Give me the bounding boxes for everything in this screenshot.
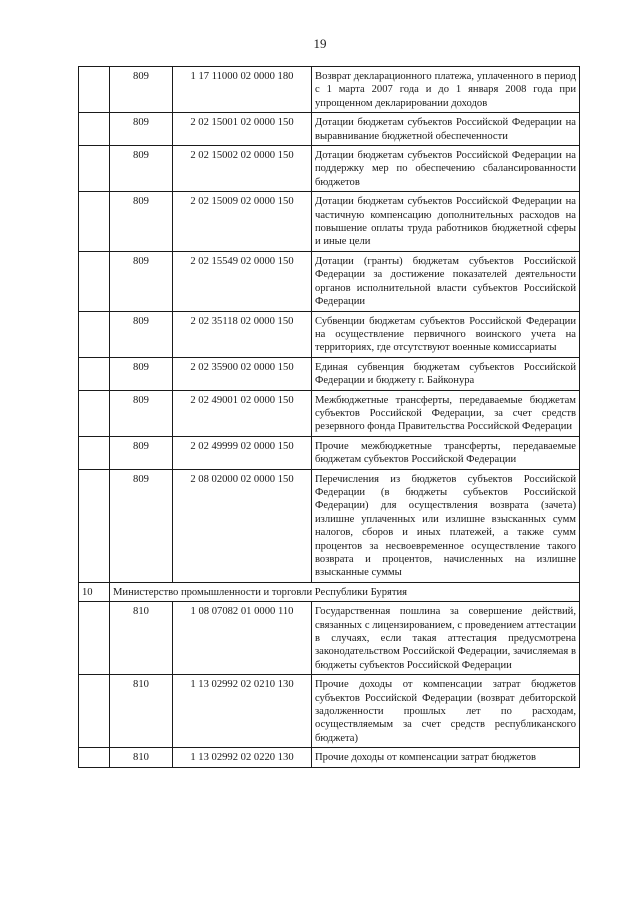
row-number-cell	[79, 675, 110, 748]
row-number-cell	[79, 469, 110, 582]
admin-code-cell: 809	[110, 311, 173, 357]
budget-classification-code-cell: 1 17 11000 02 0000 180	[173, 67, 312, 113]
table-row	[79, 192, 580, 252]
table-row	[79, 311, 580, 357]
admin-code-cell: 809	[110, 146, 173, 192]
table-row	[79, 357, 580, 390]
row-number-cell	[79, 357, 110, 390]
budget-classification-code-cell: 2 02 35118 02 0000 150	[173, 311, 312, 357]
table-row	[79, 67, 580, 113]
row-number-cell	[79, 311, 110, 357]
table-row	[79, 602, 580, 675]
revenue-description-cell: Дотации бюджетам субъектов Российской Федерации на поддержку мер по обеспечению сбалансированности бюджетов	[312, 146, 580, 192]
budget-classification-code-cell: 1 08 07082 01 0000 110	[173, 602, 312, 675]
budget-classification-code-cell: 2 08 02000 02 0000 150	[173, 469, 312, 582]
admin-code-cell: 810	[110, 675, 173, 748]
row-number-cell	[79, 390, 110, 436]
row-number-cell	[79, 251, 110, 311]
revenue-description-cell: Межбюджетные трансферты, передаваемые бюджетам субъектов Российской Федерации, за счет средств резервного фонда Правительства Российской Федерации	[312, 390, 580, 436]
revenue-description-cell: Государственная пошлина за совершение действий, связанных с лицензированием, с проведением аттестации в случаях, если такая аттестация предусмотрена законодательством Российской Федерации, зачисляемая в бюджеты субъектов Российской Федерации	[312, 602, 580, 675]
row-number-cell	[79, 146, 110, 192]
row-number-cell	[79, 436, 110, 469]
admin-code-cell: 810	[110, 602, 173, 675]
table-row	[79, 748, 580, 767]
budget-classification-code-cell: 2 02 15002 02 0000 150	[173, 146, 312, 192]
admin-code-cell: 809	[110, 436, 173, 469]
table-row	[79, 390, 580, 436]
admin-code-cell: 809	[110, 113, 173, 146]
row-number-cell	[79, 67, 110, 113]
ministry-header-row	[79, 582, 580, 601]
revenue-description-cell: Прочие доходы от компенсации затрат бюджетов	[312, 748, 580, 767]
revenue-description-cell: Прочие доходы от компенсации затрат бюджетов субъектов Российской Федерации (возврат дебиторской задолженности прошлых лет по расходам, осуществляемым за счет средств республиканского бюджета)	[312, 675, 580, 748]
revenue-description-cell: Единая субвенция бюджетам субъектов Российской Федерации и бюджету г. Байконура	[312, 357, 580, 390]
admin-code-cell: 809	[110, 67, 173, 113]
ministry-name: Министерство промышленности и торговли Республики Бурятия	[110, 582, 580, 601]
table-row	[79, 251, 580, 311]
budget-classification-code-cell: 1 13 02992 02 0210 130	[173, 675, 312, 748]
admin-code-cell: 809	[110, 357, 173, 390]
revenue-description-cell: Прочие межбюджетные трансферты, передаваемые бюджетам субъектов Российской Федерации	[312, 436, 580, 469]
table-row	[79, 436, 580, 469]
budget-classification-code-cell: 2 02 15549 02 0000 150	[173, 251, 312, 311]
revenue-description-cell: Дотации (гранты) бюджетам субъектов Российской Федерации за достижение показателей деятельности органов исполнительной власти субъектов Российской Федерации	[312, 251, 580, 311]
revenue-description-cell: Дотации бюджетам субъектов Российской Федерации на выравнивание бюджетной обеспеченности	[312, 113, 580, 146]
row-number-cell	[79, 113, 110, 146]
table-row	[79, 146, 580, 192]
revenue-codes-table	[78, 66, 580, 768]
budget-classification-code-cell: 2 02 15001 02 0000 150	[173, 113, 312, 146]
budget-classification-code-cell: 2 02 35900 02 0000 150	[173, 357, 312, 390]
revenue-description-cell: Возврат декларационного платежа, уплаченного в период с 1 марта 2007 года и до 1 января 2008 года при упрощенном декларировании доходов	[312, 67, 580, 113]
budget-classification-code-cell: 2 02 49001 02 0000 150	[173, 390, 312, 436]
table-row	[79, 675, 580, 748]
budget-classification-code-cell: 1 13 02992 02 0220 130	[173, 748, 312, 767]
admin-code-cell: 809	[110, 251, 173, 311]
admin-code-cell: 809	[110, 390, 173, 436]
admin-code-cell: 809	[110, 469, 173, 582]
table-row	[79, 113, 580, 146]
revenue-description-cell: Субвенции бюджетам субъектов Российской Федерации на осуществление первичного воинского учета на территориях, где отсутствуют военные комиссариаты	[312, 311, 580, 357]
admin-code-cell: 809	[110, 192, 173, 252]
page-number: 19	[313, 36, 327, 51]
admin-code-cell: 810	[110, 748, 173, 767]
row-number-cell	[79, 602, 110, 675]
row-number-cell	[79, 748, 110, 767]
revenue-description-cell: Перечисления из бюджетов субъектов Российской Федерации (в бюджеты субъектов Российской Федерации) для осуществления возврата (зачета) излишне уплаченных или излишне взысканных сумм налогов, сборов и иных платежей, а также сумм процентов за несвоевременное осуществление такого возврата и процентов, начисленных на излишне взысканные суммы	[312, 469, 580, 582]
row-number-cell	[79, 192, 110, 252]
budget-classification-code-cell: 2 02 49999 02 0000 150	[173, 436, 312, 469]
table-row	[79, 469, 580, 582]
revenue-description-cell: Дотации бюджетам субъектов Российской Федерации на частичную компенсацию дополнительных расходов на повышение оплаты труда работников бюджетной сферы и иные цели	[312, 192, 580, 252]
budget-classification-code-cell: 2 02 15009 02 0000 150	[173, 192, 312, 252]
ministry-number: 10	[79, 582, 110, 601]
